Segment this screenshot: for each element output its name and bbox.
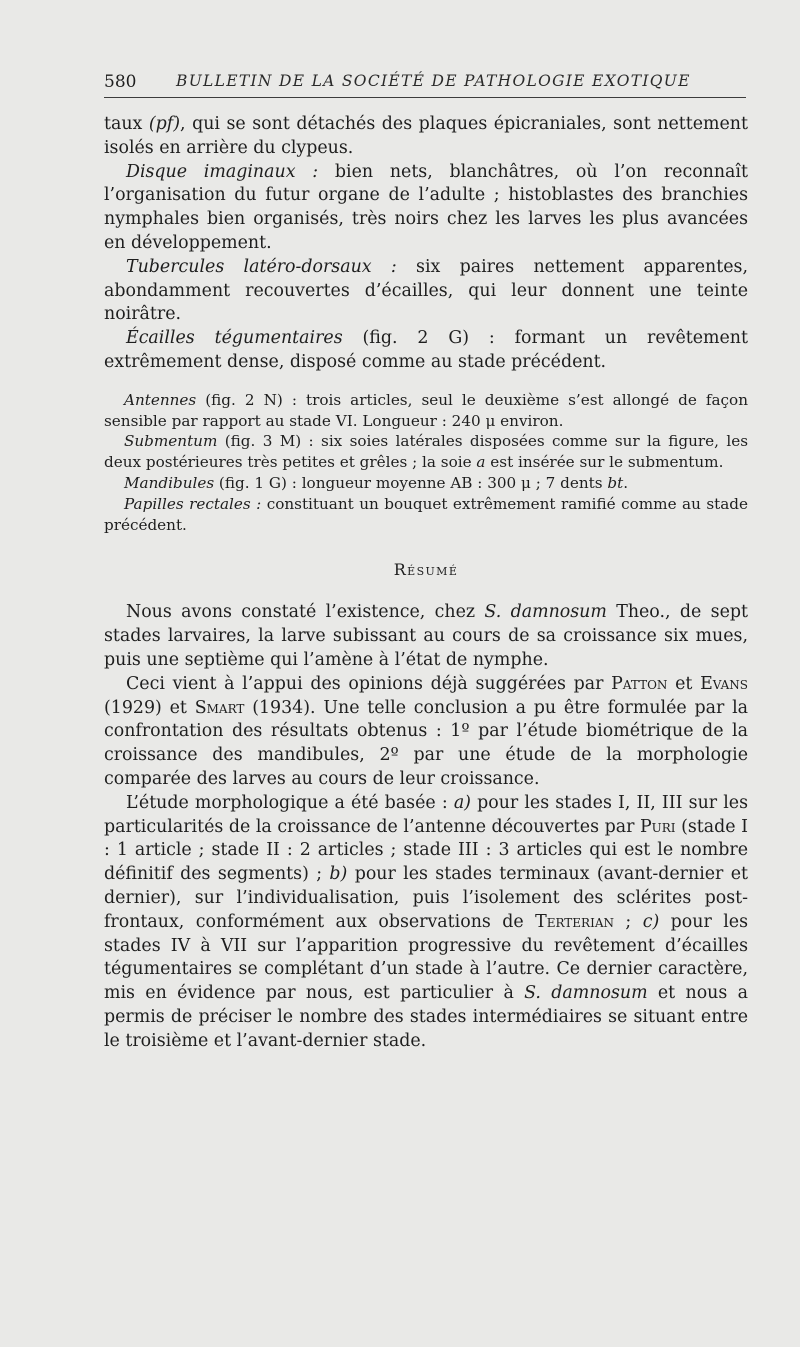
page-header — [104, 66, 746, 100]
paragraph-mandibules — [104, 473, 748, 494]
paragraph-resume-2 — [104, 673, 748, 792]
text: et — [667, 673, 701, 694]
list-marker: a) — [453, 792, 471, 813]
term: Tubercules latéro-dorsaux : — [126, 256, 397, 277]
letter: a — [476, 453, 486, 472]
text: , qui se sont détachés des plaques épicraniales, sont nettement isolés en arrière du clypeus. — [104, 114, 748, 158]
paragraph-papilles — [104, 494, 748, 536]
label-pf: (pf) — [148, 114, 181, 134]
text: (fig. 2 N) : trois articles, seul le deuxième s’est allongé de façon sensible par rapport au stade VI. Longueur : 240 μ environ. — [104, 390, 748, 430]
author: Terterian — [535, 911, 614, 932]
list-marker: c) — [642, 911, 660, 932]
term: Mandibules — [124, 473, 215, 492]
abbr: bt — [607, 473, 624, 492]
text: (stade I : 1 article ; stade II : 2 articles ; stade III : 3 articles qui est le nombre définitif des segments) ; — [104, 816, 749, 885]
term: Écailles tégumentaires — [126, 328, 343, 349]
author: Puri — [639, 816, 676, 837]
text: pour les stades IV à VII sur l’apparition progressive du revêtement d’écailles tégumentaires se complétant d’un stade à l’autre. Ce dernier caractère, mis en évidence par nous, est particulier à — [104, 911, 748, 1004]
text: (fig. 3 M) : six soies latérales disposées comme sur la figure, les deux postérieures très petites et grêles ; la soie — [104, 432, 748, 472]
paragraph-ecailles — [104, 327, 748, 375]
text: constituant un bouquet extrêmement ramifié comme au stade précédent. — [104, 494, 748, 534]
author: Evans — [700, 673, 748, 694]
term: Submentum — [124, 432, 218, 451]
paragraph-tubercules — [104, 256, 748, 327]
section-title-resume: Résumé — [393, 560, 459, 580]
text: (1929) et — [104, 697, 195, 718]
text: bien nets, blanchâtres, où l’on reconnaît l’organisation du futur organe de l’adulte ; histoblastes des branchies nymphales bien organisés, très noirs chez les larves les plus avancées en développement. — [104, 161, 748, 253]
species: S. damnosum — [484, 602, 607, 623]
page-body — [104, 113, 748, 1053]
text: Nous avons constaté l’existence, chez — [126, 602, 485, 623]
text: taux — [104, 114, 149, 134]
text: Ceci vient à l’appui des opinions déjà suggérées par — [126, 673, 612, 694]
paragraph-resume-1 — [104, 601, 748, 672]
paragraph-clypeus — [104, 113, 748, 161]
term: Disque imaginaux : — [126, 161, 319, 182]
paragraph-antennes — [104, 390, 748, 432]
author: Smart — [194, 697, 245, 718]
text: (fig. 2 G) : formant un revêtement extrêmement dense, disposé comme au stade précédent. — [104, 328, 748, 372]
paragraph-resume-3 — [104, 792, 748, 1054]
list-marker: b) — [329, 864, 348, 885]
term: Antennes — [124, 390, 197, 409]
text: (fig. 1 G) : longueur moyenne AB : 300 μ ; 7 dents — [214, 473, 608, 492]
text: et nous a permis de préciser le nombre des stades intermédiaires se situant entre le troisième et l’avant-dernier stade. — [104, 983, 748, 1051]
text: pour les stades terminaux (avant-dernier et dernier), sur l’individualisation, puis l’isolement des sclérites post-frontaux, conformément aux observations de — [104, 864, 748, 932]
text: . — [623, 473, 629, 492]
text: six paires nettement apparentes, abondamment recouvertes d’écailles, qui leur donnent une teinte noirâtre. — [104, 256, 748, 325]
species: S. damnosum — [524, 983, 648, 1004]
text: L’étude morphologique a été basée : — [126, 792, 454, 813]
term: Papilles rectales : — [124, 494, 262, 513]
text: ; — [614, 911, 643, 932]
paragraph-submentum — [104, 431, 748, 473]
text: pour les stades I, II, III sur les particularités de la croissance de l’antenne découvertes par — [104, 792, 748, 837]
header-rule — [104, 97, 746, 98]
text: (1934). Une telle conclusion a pu être formulée par la confrontation des résultats obtenus : 1º par l’étude biométrique de la croissance des mandibules, 2º par une étude de la morphologie comparée des larves au cours de leur croissance. — [104, 697, 748, 789]
author: Patton — [611, 673, 668, 694]
text: Theo., de sept stades larvaires, la larve subissant au cours de sa croissance six mues, puis une septième qui l’amène à l’état de nymphe. — [104, 602, 748, 670]
text: est insérée sur le submentum. — [485, 453, 724, 472]
page-number: 580 — [104, 72, 137, 92]
paragraph-disque-imaginaux — [104, 161, 748, 256]
running-title: BULLETIN DE LA SOCIÉTÉ DE PATHOLOGIE EXOTIQUE — [176, 72, 691, 90]
